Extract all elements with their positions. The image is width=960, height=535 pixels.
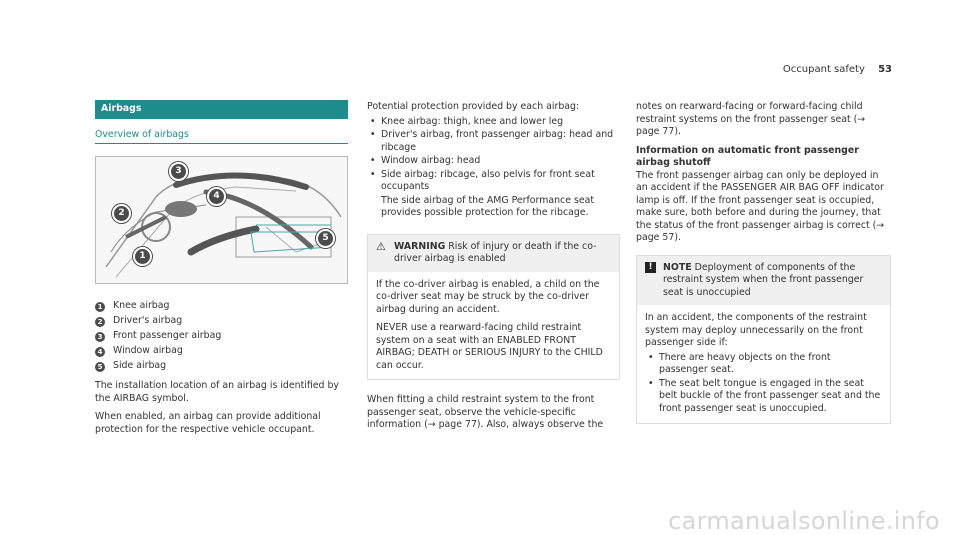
list-item: • Side airbag: ribcage, also pelvis for front seat occupants <box>367 169 620 194</box>
paragraph: In an accident, the components of the restraint system may deploy unnecessarily on the front passenger side if: <box>645 312 867 348</box>
legend-item <box>95 344 348 359</box>
exclamation-icon: ! <box>645 262 656 273</box>
list-item: • Knee airbag: thigh, knee and lower leg <box>367 116 620 129</box>
legend-label: Driver's airbag <box>113 315 183 327</box>
header-section-title: Occupant safety <box>782 64 865 75</box>
legend-number: 3 <box>95 332 105 342</box>
paragraph: If the co-driver airbag is enabled, a child on the co-driver seat may be struck by the co-driver airbag during an accident. <box>376 278 600 315</box>
right-column <box>636 101 891 434</box>
warning-heading: Risk of injury or death if the co-driver airbag is enabled <box>394 240 597 264</box>
legend-item <box>95 359 348 374</box>
legend-label: Knee airbag <box>113 300 170 312</box>
airbag-illustration <box>95 156 348 284</box>
warning-triangle-icon: ⚠ <box>376 239 386 253</box>
legend-number: 2 <box>95 317 105 327</box>
list-item: • The seat belt tongue is engaged in the seat belt buckle of the front passenger seat and the front passenger seat is unoccupied. <box>645 378 882 416</box>
paragraph: notes on rearward-facing or forward-facing child restraint systems on the front passenger seat (→ page 77). <box>636 101 866 137</box>
legend-number: 4 <box>95 347 105 357</box>
legend-item <box>95 299 348 314</box>
callout-4: 4 <box>207 187 226 206</box>
note-body <box>637 305 890 423</box>
callout-1: 1 <box>133 247 152 266</box>
page-header <box>783 64 892 77</box>
note-box <box>636 255 891 425</box>
paragraph: When enabled, an airbag can provide additional protection for the respective vehicle occupant. <box>95 411 321 435</box>
watermark: carmanualsonline.info <box>668 506 940 535</box>
protection-list <box>367 116 620 194</box>
paragraph: The front passenger airbag can only be deployed in an accident if the PASSENGER AIR BAG OFF indicator lamp is off. If the front passenger seat is occupied, make sure, both before and during the journey, that the status of the front passenger airbag is correct (→ page 57). <box>636 169 885 243</box>
callout-5: 5 <box>316 229 335 248</box>
note-header <box>637 256 890 306</box>
airbag-legend <box>95 299 348 374</box>
section-title-bar: Airbags <box>95 100 348 119</box>
warning-keyword: WARNING <box>394 240 446 252</box>
paragraph: The side airbag of the AMG Performance seat provides possible protection for the ribcage. <box>381 194 595 218</box>
note-list <box>645 352 882 416</box>
warning-box <box>367 234 620 381</box>
list-item: • There are heavy objects on the front passenger seat. <box>645 352 882 377</box>
list-item: • Window airbag: head <box>367 155 620 168</box>
legend-label: Front passenger airbag <box>113 330 222 342</box>
legend-label: Side airbag <box>113 360 167 372</box>
paragraph: NEVER use a rearward-facing child restraint system on a seat with an ENABLED FRONT AIRBAG; DEATH or SERIOUS INJURY to the CHILD can occur. <box>376 322 603 371</box>
legend-number: 1 <box>95 302 105 312</box>
page-number: 53 <box>878 64 892 75</box>
note-heading: Deployment of components of the restraint system when the front passenger seat is unoccupied <box>663 261 864 298</box>
warning-body <box>368 272 619 380</box>
left-column <box>95 100 348 442</box>
callout-3: 3 <box>169 162 188 181</box>
note-keyword: NOTE <box>663 261 692 273</box>
section-heading: Information on automatic front passenger airbag shutoff <box>636 144 859 168</box>
paragraph: The installation location of an airbag is identified by the AIRBAG symbol. <box>95 380 339 404</box>
car-interior-drawing <box>96 157 348 284</box>
legend-label: Window airbag <box>113 345 183 357</box>
warning-header <box>368 235 619 272</box>
middle-column <box>367 101 620 438</box>
legend-item <box>95 314 348 329</box>
subsection-title: Overview of airbags <box>95 119 348 145</box>
callout-2: 2 <box>112 204 131 223</box>
paragraph: Potential protection provided by each airbag: <box>367 101 580 112</box>
legend-item <box>95 329 348 344</box>
list-item: • Driver's airbag, front passenger airbag: head and ribcage <box>367 129 620 154</box>
legend-number: 5 <box>95 362 105 372</box>
paragraph: When fitting a child restraint system to the front passenger seat, observe the vehicle-specific information (→ page 77). Also, always observe the <box>367 394 604 430</box>
